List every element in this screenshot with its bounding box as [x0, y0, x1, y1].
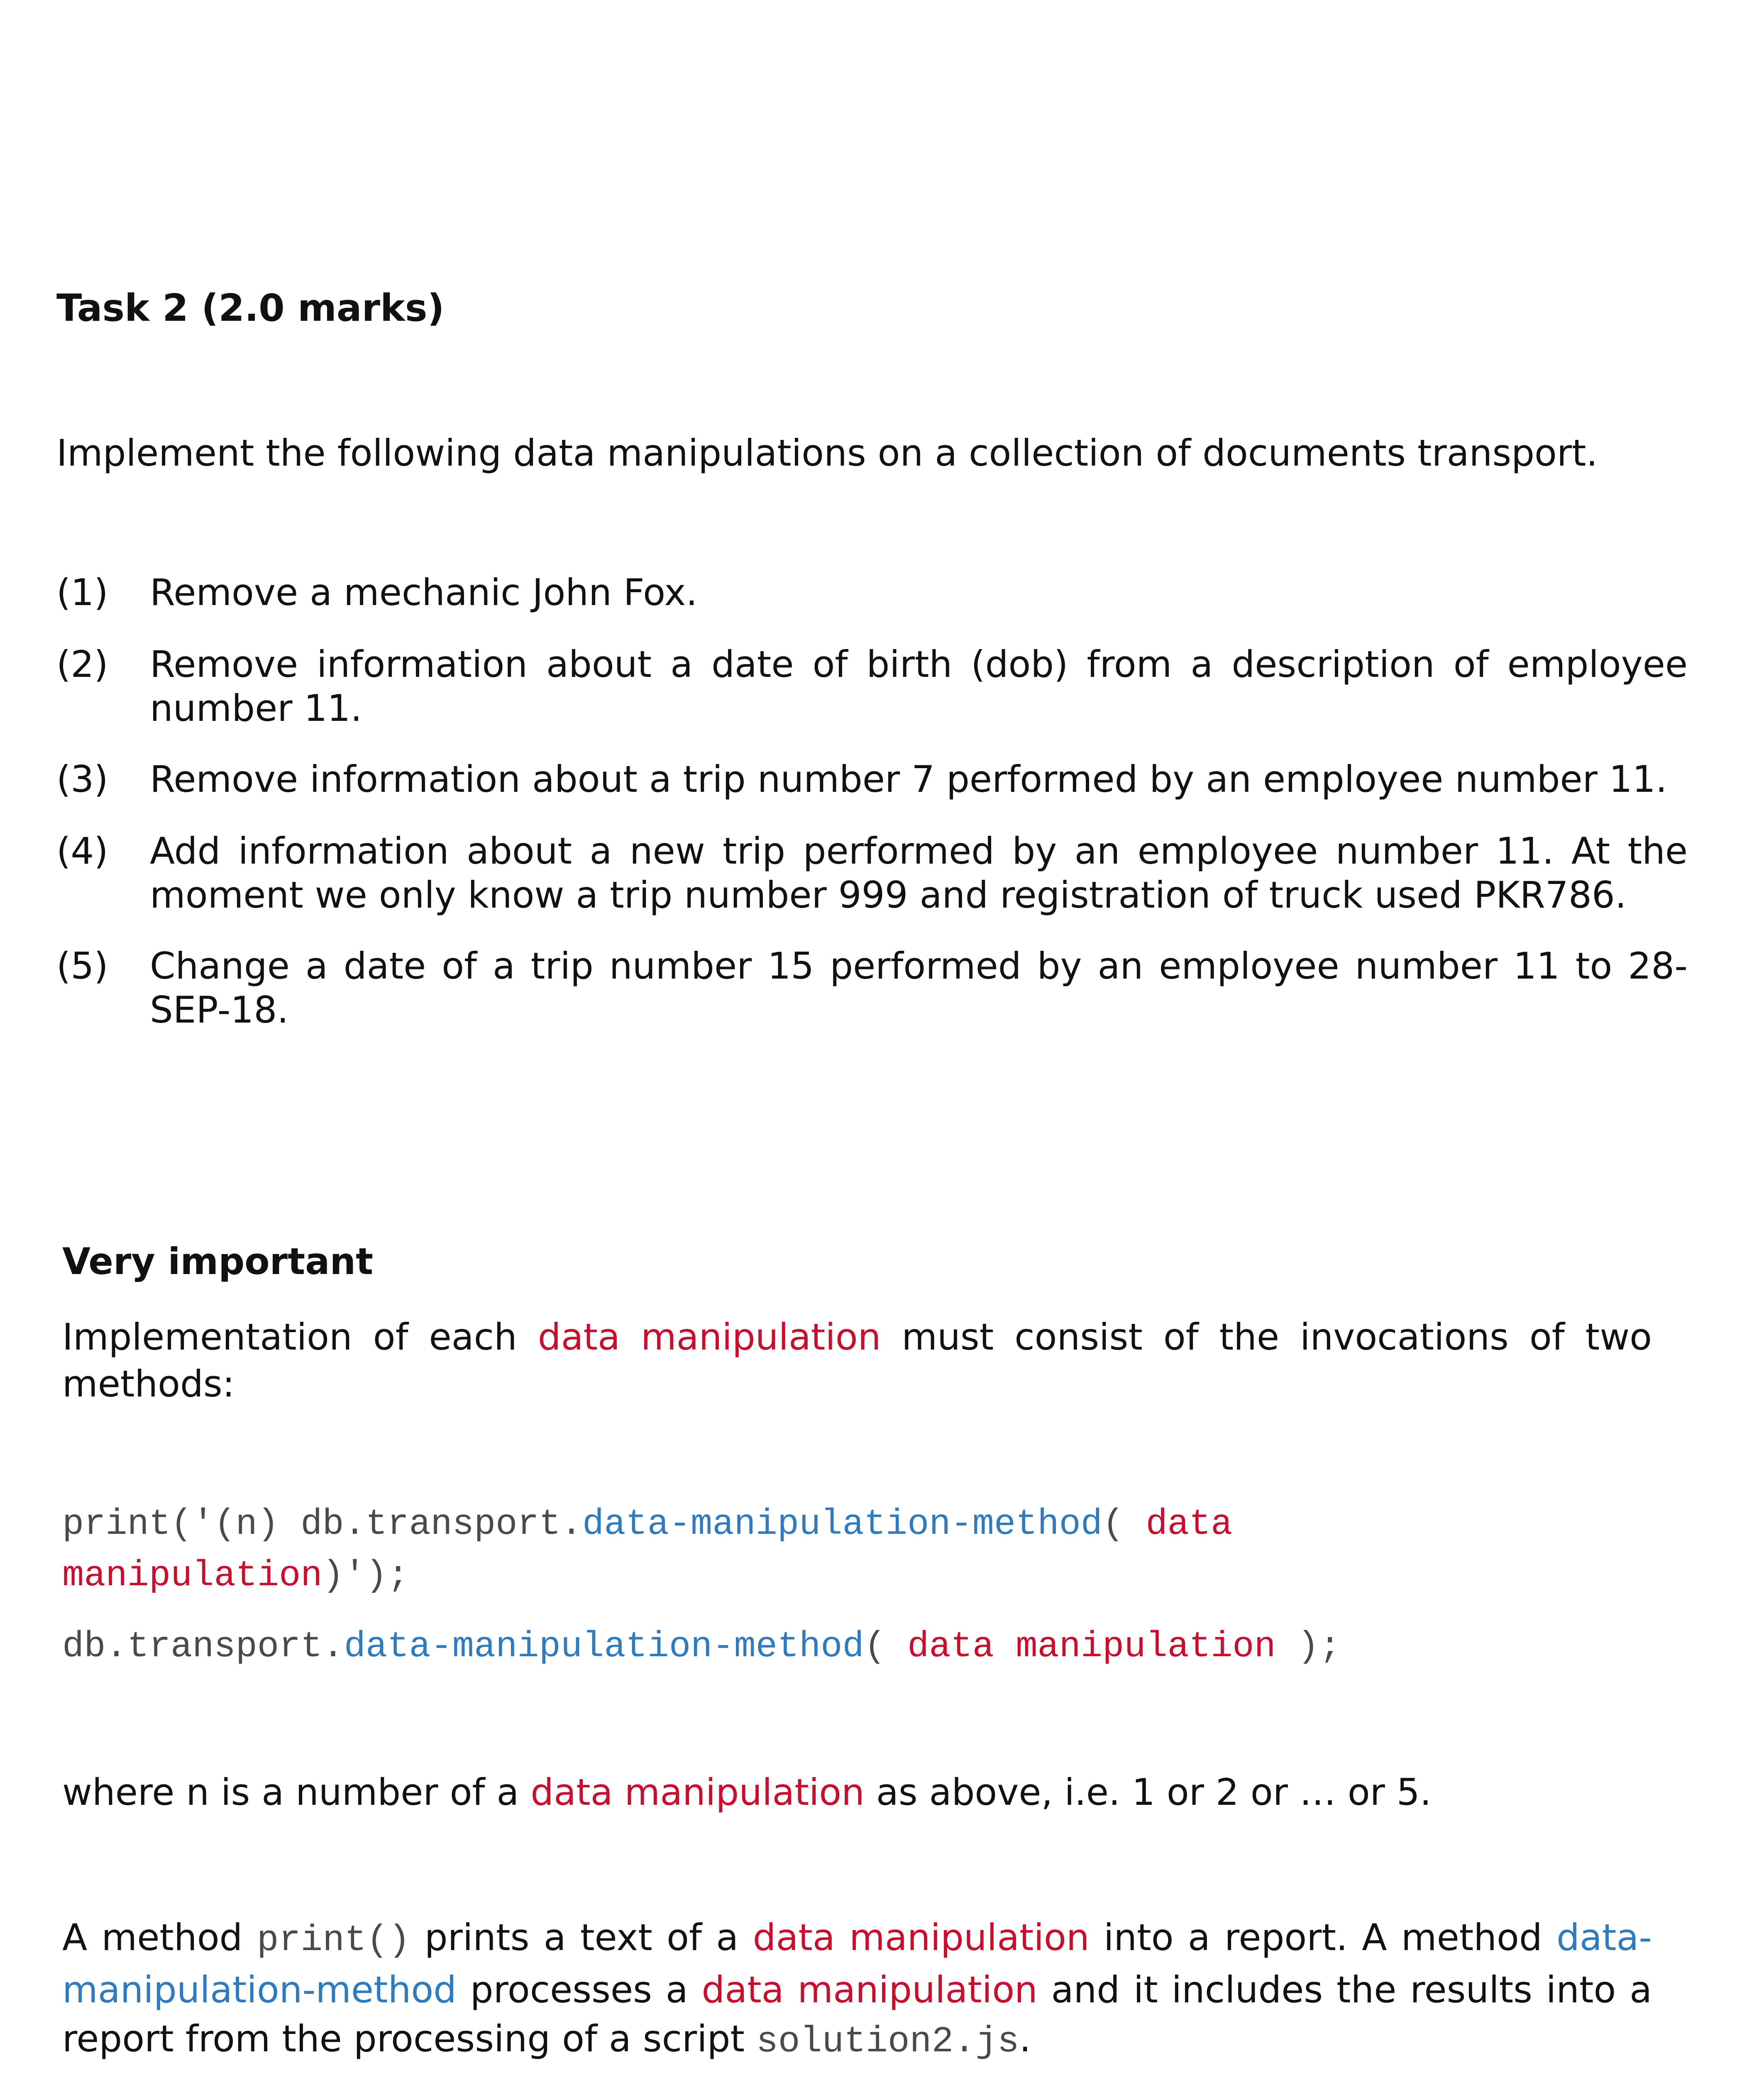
item-text: Remove information about a date of birth (dob) from a description of employee number 11.	[150, 643, 1688, 730]
data-manipulation-term: data manipulation	[538, 1316, 881, 1358]
item-number: (1)	[56, 571, 108, 614]
important-heading: Very important	[62, 1240, 374, 1283]
where-text: where n is a number of a data manipulation as above, i.e. 1 or 2 or … or 5.	[62, 1771, 1432, 1814]
intro-text: Implement the following data manipulations on a collection of documents transport.	[56, 432, 1598, 474]
code-invocation: db.transport.data-manipulation-method( data manipulation );	[62, 1627, 1341, 1667]
method-description: A method print() prints a text of a data manipulation into a report. A method data-manipulation-method processes a data manipulation and it includes the results into a report from the processing of a script solution2.js.	[62, 1916, 1652, 2063]
task-title: Task 2 (2.0 marks)	[56, 286, 445, 330]
item-text: Add information about a new trip performed by an employee number 11. At the moment we only know a trip number 999 and registration of truck used PKR786.	[150, 830, 1688, 916]
item-text: Change a date of a trip number 15 performed by an employee number 11 to 28-SEP-18.	[150, 945, 1688, 1031]
item-number: (2)	[56, 643, 108, 686]
code-print: print()	[257, 1920, 410, 1961]
item-number: (5)	[56, 945, 108, 987]
item-text: Remove a mechanic John Fox.	[150, 571, 698, 614]
item-text: Remove information about a trip number 7 performed by an employee number 11.	[150, 758, 1667, 801]
code-filename: solution2.js	[756, 2021, 1019, 2063]
code-print-statement: print('(n) db.transport.data-manipulation-method( data manipulation)');	[62, 1504, 1233, 1597]
important-text: Implementation of each data manipulation must consist of the invocations of two methods:	[62, 1316, 1652, 1405]
item-number: (4)	[56, 830, 108, 872]
item-number: (3)	[56, 758, 108, 801]
